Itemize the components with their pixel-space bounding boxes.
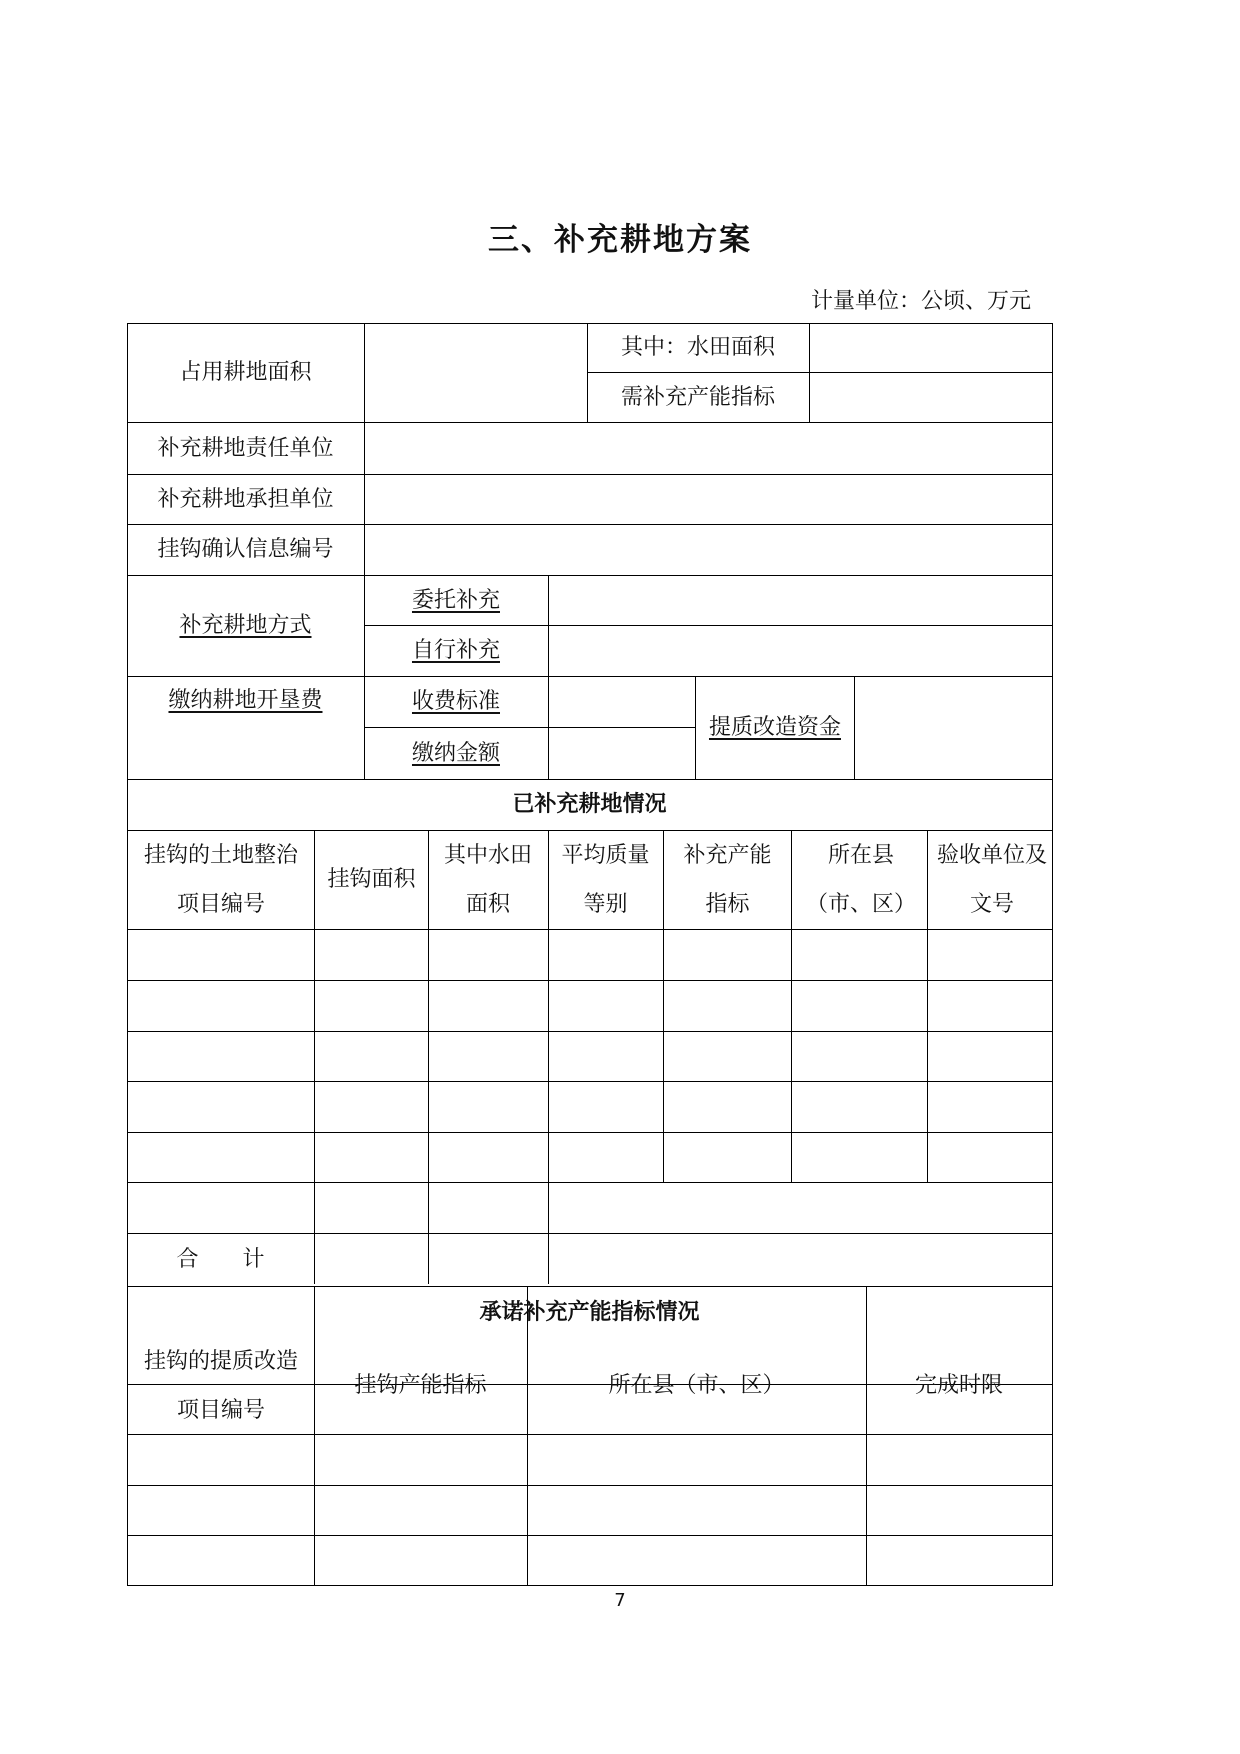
capacity-required-label: 需补充产能指标 [620,384,775,410]
supplemented-section-title: 已补充耕地情况 [512,792,667,817]
entrusted-supplement-label: 委托补充 [411,587,500,613]
paddy-area-label: 其中：水田面积 [620,335,775,360]
reclamation-fee-label: 缴纳耕地开垦费 [168,688,323,713]
col-header-avg-quality-grade: 平均质量等别 [561,842,650,917]
col-header-land-project-id: 挂钩的土地整治项目编号 [143,842,298,917]
page-title: 三、补充耕地方案 [488,222,752,258]
col-header-linked-area: 挂钩面积 [327,867,416,892]
col-header-acceptance-unit: 验收单位及文号 [937,842,1048,917]
unit-label: 计量单位：公顷、万元 [810,289,1031,314]
promised-section-title: 承诺补充产能指标情况 [479,1300,700,1325]
col-header-capacity-index: 补充产能指标 [683,842,772,917]
responsible-unit-label: 补充耕地责任单位 [157,435,334,461]
supplement-plan-table [127,323,1052,1585]
total-row-label: 合 计 [176,1247,265,1272]
col-header-promised-county: 所在县（市、区） [608,1373,785,1398]
quality-improvement-fund-label: 提质改造资金 [708,715,841,740]
col-header-deadline: 完成时限 [914,1373,1003,1398]
col-header-linked-capacity: 挂钩产能指标 [354,1373,487,1398]
page-number: 7 [614,1590,626,1611]
col-header-quality-project-id: 挂钩的提质改造项目编号 [143,1348,298,1423]
fee-amount-label: 缴纳金额 [411,740,500,766]
fee-standard-label: 收费标准 [411,689,500,714]
col-header-paddy-area: 其中水田面积 [443,842,532,917]
undertaking-unit-label: 补充耕地承担单位 [157,486,334,512]
link-confirmation-id-label: 挂钩确认信息编号 [157,537,334,562]
supplement-method-label: 补充耕地方式 [179,613,312,638]
self-supplement-label: 自行补充 [411,638,500,663]
occupied-area-label: 占用耕地面积 [179,360,312,385]
col-header-county: 所在县（市、区） [805,842,916,917]
